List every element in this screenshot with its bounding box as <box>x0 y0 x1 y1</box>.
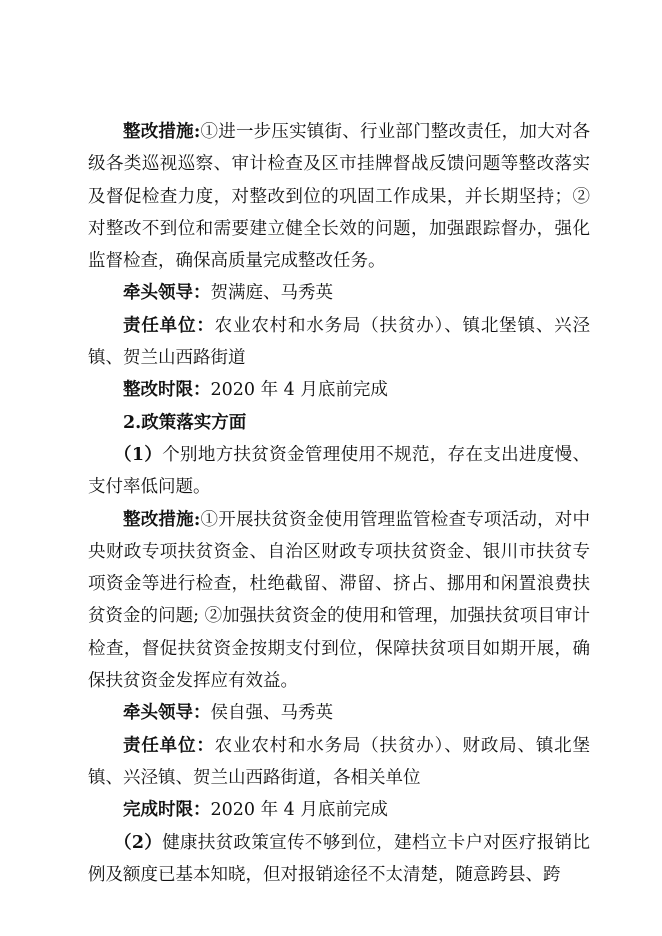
responsible-unit-paragraph-1 <box>88 310 590 375</box>
paragraph-label: 牵头领导： <box>123 283 211 304</box>
paragraph-text: 个别地方扶贫资金管理使用不规范，存在支出进度慢、支付率低问题。 <box>88 444 590 498</box>
lead-leader-paragraph-2 <box>88 697 590 729</box>
paragraph-text: 侯自强、马秀英 <box>210 703 333 724</box>
paragraph-text: 贺满庭、马秀英 <box>210 283 333 304</box>
paragraph-label: 完成时限： <box>123 800 211 821</box>
paragraph-label: （2） <box>114 832 163 853</box>
rectification-measures-paragraph-1 <box>88 116 590 277</box>
paragraph-label: 责任单位： <box>123 735 215 756</box>
paragraph-label: （1） <box>114 444 163 465</box>
paragraph-text: 健康扶贫政策宣传不够到位，建档立卡户对医疗报销比例及额度已基本知晓，但对报销途径不太清楚，随意跨县、跨 <box>88 832 590 885</box>
paragraph-label: 牵头领导： <box>123 703 211 724</box>
paragraph-label: 整改措施: <box>123 122 201 142</box>
issue-paragraph-2 <box>88 827 590 892</box>
paragraph-label: 责任单位： <box>123 315 215 336</box>
rectification-measures-paragraph-2 <box>88 504 590 698</box>
paragraph-text: 2020 年 4 月底前完成 <box>210 380 388 401</box>
deadline-paragraph-1 <box>88 374 590 406</box>
paragraph-text: 农业农村和水务局（扶贫办）、财政局、镇北堡镇、兴泾镇、贺兰山西路街道，各相关单位 <box>88 735 591 788</box>
paragraph-text: ①开展扶贫资金使用管理监管检查专项活动，对中央财政专项扶贫资金、自治区财政专项扶贫资金、银川市扶贫专项资金等进行检查，杜绝截留、滞留、挤占、挪用和闲置浪费扶贫资金的问题; ②加强扶贫资金的使用和管理，加强扶贫项目审计检查，督促扶贫资金按期支付到位，保障扶贫项目如期开展，确保扶贫资金发挥应有效益。 <box>88 509 590 692</box>
deadline-paragraph-2 <box>88 794 590 826</box>
paragraph-text: ①进一步压实镇街、行业部门整改责任，加大对各级各类巡视巡察、审计检查及区市挂牌督战反馈问题等整改落实及督促检查力度，对整改到位的巩固工作成果，并长期坚持；②对整改不到位和需要建立健全长效的问题，加强跟踪督办，强化监督检查，确保高质量完成整改任务。 <box>88 122 590 272</box>
paragraph-label: 整改时限： <box>123 380 211 401</box>
paragraph-label: 整改措施: <box>123 509 201 530</box>
responsible-unit-paragraph-2 <box>88 730 590 795</box>
section-heading-policy-implementation: 2.政策落实方面 <box>123 412 247 433</box>
lead-leader-paragraph-1 <box>88 277 590 309</box>
paragraph-text: 2020 年 4 月底前完成 <box>210 800 388 821</box>
issue-paragraph-1 <box>88 439 590 504</box>
paragraph-text: 农业农村和水务局（扶贫办）、镇北堡镇、兴泾镇、贺兰山西路街道 <box>88 315 591 369</box>
